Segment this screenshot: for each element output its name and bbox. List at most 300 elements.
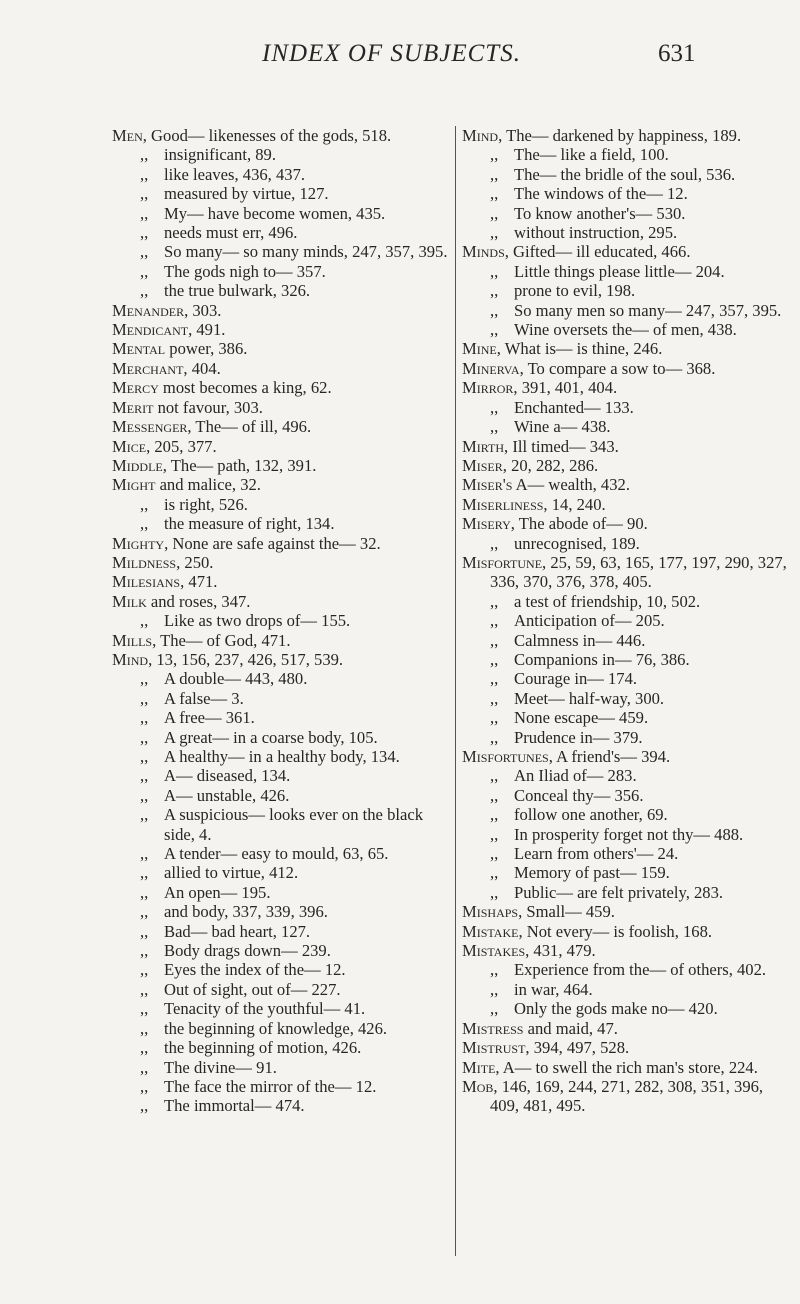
index-subentry <box>462 980 790 999</box>
ditto-mark: ,, <box>490 669 499 689</box>
index-entry-text: allied to virtue, 412. <box>164 863 299 883</box>
index-headword: Mistakes, <box>462 941 530 961</box>
index-subentry <box>462 631 790 650</box>
index-headword: Miser's <box>462 475 513 495</box>
index-headword: Merit <box>112 397 154 417</box>
index-subentry <box>112 883 450 902</box>
ditto-mark: ,, <box>490 223 499 243</box>
page-header <box>0 40 800 80</box>
index-subentry <box>112 1038 450 1057</box>
index-entry-text: prone to evil, 198. <box>514 281 636 301</box>
index-entry-text: 394, 497, 528. <box>529 1038 630 1058</box>
index-headword: Mercy <box>112 378 159 398</box>
index-subentry <box>112 980 450 999</box>
index-entry-text: Ill timed— 343. <box>508 436 619 456</box>
index-headword: Middle, <box>112 455 167 475</box>
index-entry-text: An open— 195. <box>164 882 271 902</box>
index-headword: Mills, <box>112 630 157 650</box>
index-entry-text: 491. <box>192 320 226 340</box>
ditto-mark: ,, <box>490 844 499 864</box>
index-entry <box>462 242 790 261</box>
index-headword: Milesians, <box>112 572 185 592</box>
index-headword: Messenger, <box>112 417 192 437</box>
index-entry <box>112 126 450 145</box>
index-entry-text: the beginning of knowledge, 426. <box>164 1018 388 1038</box>
ditto-mark: ,, <box>140 611 149 631</box>
index-entry-text: Anticipation of— 205. <box>514 611 665 631</box>
index-subentry <box>112 941 450 960</box>
index-entry-text: 303. <box>188 300 222 320</box>
index-entry <box>462 475 790 494</box>
ditto-mark: ,, <box>140 688 149 708</box>
ditto-mark: ,, <box>140 1096 149 1116</box>
index-entry-text: 13, 156, 237, 426, 517, 539. <box>152 649 344 669</box>
index-entry-text: The— of ill, 496. <box>191 417 312 437</box>
ditto-mark: ,, <box>140 727 149 747</box>
index-entry-text: Gifted— ill educated, 466. <box>508 242 691 262</box>
index-subentry <box>462 805 790 824</box>
index-entry-text: like leaves, 436, 437. <box>164 164 306 184</box>
index-subentry <box>112 805 450 844</box>
index-entry-text: without instruction, 295. <box>514 223 678 243</box>
index-entry <box>462 747 790 766</box>
ditto-mark: ,, <box>140 863 149 883</box>
index-headword: Merchant, <box>112 358 188 378</box>
ditto-mark: ,, <box>140 785 149 805</box>
index-entry-text: Body drags down— 239. <box>164 941 331 961</box>
index-entry-text: A free— 361. <box>164 708 255 728</box>
index-entry-text: Memory of past— 159. <box>514 863 670 883</box>
index-entry-text: Enchanted— 133. <box>514 397 634 417</box>
index-entry-text: the beginning of motion, 426. <box>164 1038 362 1058</box>
ditto-mark: ,, <box>490 417 499 437</box>
index-headword: Misery, <box>462 514 515 534</box>
ditto-mark: ,, <box>490 533 499 553</box>
index-subentry <box>462 844 790 863</box>
index-entry-text: insignificant, 89. <box>164 145 276 165</box>
ditto-mark: ,, <box>490 630 499 650</box>
index-subentry <box>112 184 450 203</box>
index-entry <box>462 339 790 358</box>
index-entry-text: 14, 240. <box>547 494 606 514</box>
index-entry <box>462 437 790 456</box>
index-entry <box>112 437 450 456</box>
page-number: 631 <box>658 40 696 67</box>
ditto-mark: ,, <box>490 611 499 631</box>
index-subentry <box>112 844 450 863</box>
ditto-mark: ,, <box>140 1018 149 1038</box>
index-subentry <box>112 495 450 514</box>
index-entry-text: most becomes a king, 62. <box>158 378 332 398</box>
ditto-mark: ,, <box>490 164 499 184</box>
index-entry-text: is right, 526. <box>164 494 248 514</box>
index-headword: Misfortunes, <box>462 747 553 766</box>
index-subentry <box>112 999 450 1018</box>
index-subentry <box>462 320 790 339</box>
index-entry-text: Not every— is foolish, 168. <box>522 921 713 941</box>
index-subentry <box>462 766 790 785</box>
index-subentry <box>462 281 790 300</box>
index-subentry <box>112 922 450 941</box>
index-subentry <box>112 611 450 630</box>
index-entry-text: The— path, 132, 391. <box>166 455 317 475</box>
index-entry-text: Eyes the index of the— 12. <box>164 960 346 980</box>
index-entry <box>462 1058 790 1077</box>
index-entry-text: So many men so many— 247, 357, 395. <box>514 300 782 320</box>
index-entry <box>462 1019 790 1038</box>
index-subentry <box>462 689 790 708</box>
running-title: INDEX OF SUBJECTS. <box>262 40 521 67</box>
ditto-mark: ,, <box>490 145 499 165</box>
index-subentry <box>112 786 450 805</box>
index-entry <box>112 592 450 611</box>
index-entry-text: not favour, 303. <box>153 397 263 417</box>
index-entry-text: 404. <box>187 358 221 378</box>
ditto-mark: ,, <box>140 164 149 184</box>
index-headword: Menander, <box>112 300 189 320</box>
ditto-mark: ,, <box>490 688 499 708</box>
index-entry-text: None escape— 459. <box>514 708 649 728</box>
index-entry-text: Public— are felt privately, 283. <box>514 882 724 902</box>
ditto-mark: ,, <box>140 921 149 941</box>
index-entry-text: The immortal— 474. <box>164 1096 305 1116</box>
index-entry-text: None are safe against the— 32. <box>168 533 381 553</box>
index-subentry <box>112 902 450 921</box>
index-entry-text: 250. <box>180 552 214 572</box>
index-headword: Mistress <box>462 1018 524 1038</box>
index-headword: Mind, <box>112 649 153 669</box>
index-subentry <box>112 145 450 164</box>
index-entry <box>112 398 450 417</box>
ditto-mark: ,, <box>490 882 499 902</box>
index-entry-text: An Iliad of— 283. <box>514 766 637 786</box>
ditto-mark: ,, <box>140 669 149 689</box>
ditto-mark: ,, <box>490 649 499 669</box>
index-entry-text: Out of sight, out of— 227. <box>164 979 341 999</box>
index-entry-text: What is— is thine, 246. <box>500 339 663 359</box>
index-entry-text: The windows of the— 12. <box>514 184 688 204</box>
ditto-mark: ,, <box>140 1076 149 1096</box>
index-headword: Miserliness, <box>462 494 548 514</box>
index-entry-text: The— the bridle of the soul, 536. <box>514 164 736 184</box>
index-subentry <box>462 417 790 436</box>
index-subentry <box>462 204 790 223</box>
index-headword: Mirth, <box>462 436 509 456</box>
index-entry <box>112 650 450 669</box>
ditto-mark: ,, <box>140 223 149 243</box>
index-entry <box>112 378 450 397</box>
index-headword: Mirror, <box>462 378 518 398</box>
ditto-mark: ,, <box>140 882 149 902</box>
index-subentry <box>462 863 790 882</box>
index-entry-text: Little things please little— 204. <box>514 261 725 281</box>
ditto-mark: ,, <box>490 805 499 825</box>
index-entry <box>112 553 450 572</box>
index-entry-text: The face the mirror of the— 12. <box>164 1076 377 1096</box>
index-entry-text: To know another's— 530. <box>514 203 686 223</box>
index-entry <box>462 553 790 592</box>
index-headword: Misfortune, <box>462 552 547 572</box>
index-column-left <box>112 126 450 1116</box>
index-entry-text: 25, 59, 63, 165, 177, 197, 290, 327, 336, 370, 376, 378, 405. <box>490 552 787 592</box>
index-entry-text: The— darkened by happiness, 189. <box>502 126 742 145</box>
index-entry-text: unrecognised, 189. <box>514 533 640 553</box>
index-entry-text: 431, 479. <box>529 941 596 961</box>
index-subentry <box>462 301 790 320</box>
index-subentry <box>462 669 790 688</box>
ditto-mark: ,, <box>490 320 499 340</box>
index-subentry <box>462 165 790 184</box>
index-entry-text: and body, 337, 339, 396. <box>164 902 328 922</box>
index-entry <box>112 631 450 650</box>
index-entry <box>462 456 790 475</box>
index-subentry <box>112 1077 450 1096</box>
index-subentry <box>462 883 790 902</box>
index-entry-text: Only the gods make no— 420. <box>514 999 718 1019</box>
index-entry-text: A great— in a coarse body, 105. <box>164 727 378 747</box>
index-entry <box>462 1038 790 1057</box>
index-entry-text: A— diseased, 134. <box>164 766 291 786</box>
ditto-mark: ,, <box>140 747 149 766</box>
index-headword: Mistake, <box>462 921 523 941</box>
index-subentry <box>462 611 790 630</box>
index-headword: Mendicant, <box>112 320 193 340</box>
index-entry-text: and maid, 47. <box>523 1018 618 1038</box>
index-entry-text: Conceal thy— 356. <box>514 785 644 805</box>
index-subentry <box>112 708 450 727</box>
index-entry-text: To compare a sow to— 368. <box>523 358 716 378</box>
index-entry-text: The gods nigh to— 357. <box>164 261 326 281</box>
ditto-mark: ,, <box>140 184 149 204</box>
index-entry-text: and malice, 32. <box>155 475 261 495</box>
ditto-mark: ,, <box>140 261 149 281</box>
index-entry-text: 205, 377. <box>150 436 217 456</box>
index-subentry <box>112 514 450 533</box>
index-headword: Mice, <box>112 436 151 456</box>
ditto-mark: ,, <box>140 766 149 786</box>
index-entry-text: A suspicious— looks ever on the black side, 4. <box>164 805 424 844</box>
index-entry-text: A— wealth, 432. <box>512 475 630 495</box>
index-entry <box>112 417 450 436</box>
ditto-mark: ,, <box>140 203 149 223</box>
index-subentry <box>112 1019 450 1038</box>
index-entry <box>112 572 450 591</box>
index-entry <box>462 495 790 514</box>
index-headword: Miser, <box>462 455 507 475</box>
index-entry-text: follow one another, 69. <box>514 805 668 825</box>
index-subentry <box>112 863 450 882</box>
index-headword: Mildness, <box>112 552 181 572</box>
index-entry-text: Companions in— 76, 386. <box>514 649 690 669</box>
index-entry-text: The divine— 91. <box>164 1057 277 1077</box>
index-headword: Milk <box>112 591 147 611</box>
index-subentry <box>112 960 450 979</box>
index-entry <box>112 320 450 339</box>
index-entry-text: 471. <box>184 572 218 592</box>
index-subentry <box>462 398 790 417</box>
ditto-mark: ,, <box>140 145 149 165</box>
index-entry-text: Courage in— 174. <box>514 669 638 689</box>
index-entry-text: A false— 3. <box>164 688 244 708</box>
index-headword: Mistrust, <box>462 1038 530 1058</box>
index-entry-text: in war, 464. <box>514 979 593 999</box>
index-headword: Mental <box>112 339 166 359</box>
index-subentry <box>112 242 450 261</box>
index-entry-text: Experience from the— of others, 402. <box>514 960 767 980</box>
index-headword: Men, <box>112 126 147 145</box>
ditto-mark: ,, <box>140 999 149 1019</box>
index-subentry <box>462 223 790 242</box>
index-entry-text: In prosperity forget not thy— 488. <box>514 824 744 844</box>
index-entry-text: A friend's— 394. <box>552 747 671 766</box>
index-entry-text: 391, 401, 404. <box>517 378 618 398</box>
ditto-mark: ,, <box>140 979 149 999</box>
ditto-mark: ,, <box>140 1057 149 1077</box>
index-subentry <box>462 145 790 164</box>
ditto-mark: ,, <box>140 708 149 728</box>
index-column-right <box>462 126 790 1116</box>
index-subentry <box>112 204 450 223</box>
index-entry <box>112 534 450 553</box>
index-entry <box>462 378 790 397</box>
index-entry <box>462 359 790 378</box>
index-entry-text: the measure of right, 134. <box>164 514 335 534</box>
index-subentry <box>112 262 450 281</box>
ditto-mark: ,, <box>140 960 149 980</box>
ditto-mark: ,, <box>490 999 499 1019</box>
ditto-mark: ,, <box>140 242 149 262</box>
index-subentry <box>112 1058 450 1077</box>
index-entry <box>462 902 790 921</box>
index-subentry <box>112 281 450 300</box>
index-subentry <box>112 728 450 747</box>
ditto-mark: ,, <box>490 979 499 999</box>
index-entry <box>112 456 450 475</box>
ditto-mark: ,, <box>490 261 499 281</box>
index-subentry <box>462 825 790 844</box>
index-entry-text: A— unstable, 426. <box>164 785 290 805</box>
index-entry-text: Calmness in— 446. <box>514 630 646 650</box>
ditto-mark: ,, <box>140 281 149 301</box>
index-entry <box>462 922 790 941</box>
index-entry-text: A healthy— in a healthy body, 134. <box>164 747 400 766</box>
index-entry-text: Bad— bad heart, 127. <box>164 921 311 941</box>
ditto-mark: ,, <box>490 727 499 747</box>
index-subentry <box>462 728 790 747</box>
column-divider <box>455 126 456 1256</box>
ditto-mark: ,, <box>140 1038 149 1058</box>
index-headword: Mine, <box>462 339 501 359</box>
index-entry-text: Wine oversets the— of men, 438. <box>514 320 737 340</box>
ditto-mark: ,, <box>490 824 499 844</box>
index-subentry <box>462 650 790 669</box>
index-entry-text: Like as two drops of— 155. <box>164 611 351 631</box>
index-headword: Mind, <box>462 126 503 145</box>
index-headword: Minerva, <box>462 358 524 378</box>
ditto-mark: ,, <box>490 397 499 417</box>
index-headword: Mob, <box>462 1076 498 1096</box>
ditto-mark: ,, <box>140 844 149 864</box>
index-subentry <box>112 669 450 688</box>
index-subentry <box>112 165 450 184</box>
index-subentry <box>112 689 450 708</box>
index-entry <box>112 301 450 320</box>
index-headword: Might <box>112 475 156 495</box>
index-entry <box>462 1077 790 1116</box>
index-subentry <box>462 534 790 553</box>
ditto-mark: ,, <box>490 708 499 728</box>
ditto-mark: ,, <box>140 941 149 961</box>
index-entry-text: A tender— easy to mould, 63, 65. <box>164 844 389 864</box>
index-entry <box>112 359 450 378</box>
index-subentry <box>462 184 790 203</box>
index-entry-text: So many— so many minds, 247, 357, 395. <box>164 242 448 262</box>
index-entry-text: the true bulwark, 326. <box>164 281 311 301</box>
index-entry-text: 20, 282, 286. <box>506 455 599 475</box>
index-headword: Minds, <box>462 242 509 262</box>
index-entry-text: The— of God, 471. <box>156 630 291 650</box>
ditto-mark: ,, <box>490 300 499 320</box>
index-entry-text: The— like a field, 100. <box>514 145 669 165</box>
index-subentry <box>462 999 790 1018</box>
index-entry <box>112 475 450 494</box>
index-entry-text: measured by virtue, 127. <box>164 184 329 204</box>
index-entry-text: a test of friendship, 10, 502. <box>514 591 701 611</box>
index-entry <box>462 126 790 145</box>
index-headword: Mite, <box>462 1057 500 1077</box>
index-subentry <box>462 786 790 805</box>
index-entry-text: The abode of— 90. <box>514 514 648 534</box>
ditto-mark: ,, <box>140 805 149 825</box>
index-subentry <box>462 708 790 727</box>
index-entry <box>462 941 790 960</box>
index-subentry <box>462 262 790 281</box>
index-entry-text: 146, 169, 244, 271, 282, 308, 351, 396, 409, 481, 495. <box>490 1076 764 1116</box>
ditto-mark: ,, <box>490 766 499 786</box>
index-headword: Mishaps, <box>462 902 523 922</box>
ditto-mark: ,, <box>490 184 499 204</box>
ditto-mark: ,, <box>490 591 499 611</box>
ditto-mark: ,, <box>140 902 149 922</box>
ditto-mark: ,, <box>490 863 499 883</box>
index-entry <box>112 339 450 358</box>
index-entry-text: Meet— half-way, 300. <box>514 688 665 708</box>
index-entry-text: Wine a— 438. <box>514 417 611 437</box>
index-entry-text: Prudence in— 379. <box>514 727 643 747</box>
index-entry-text: Learn from others'— 24. <box>514 844 679 864</box>
index-headword: Mighty, <box>112 533 169 553</box>
ditto-mark: ,, <box>490 281 499 301</box>
index-entry-text: A— to swell the rich man's store, 224. <box>499 1057 758 1077</box>
index-subentry <box>112 766 450 785</box>
index-subentry <box>462 592 790 611</box>
index-entry-text: Small— 459. <box>522 902 615 922</box>
index-subentry <box>112 223 450 242</box>
index-entry-text: needs must err, 496. <box>164 223 298 243</box>
index-subentry <box>112 747 450 766</box>
ditto-mark: ,, <box>140 494 149 514</box>
index-entry-text: A double— 443, 480. <box>164 669 308 689</box>
index-subentry <box>112 1096 450 1115</box>
index-entry <box>462 514 790 533</box>
ditto-mark: ,, <box>490 960 499 980</box>
ditto-mark: ,, <box>490 203 499 223</box>
index-entry-text: My— have become women, 435. <box>164 203 386 223</box>
ditto-mark: ,, <box>140 514 149 534</box>
index-entry-text: Tenacity of the youthful— 41. <box>164 999 366 1019</box>
index-entry-text: power, 386. <box>165 339 248 359</box>
index-entry-text: and roses, 347. <box>146 591 251 611</box>
